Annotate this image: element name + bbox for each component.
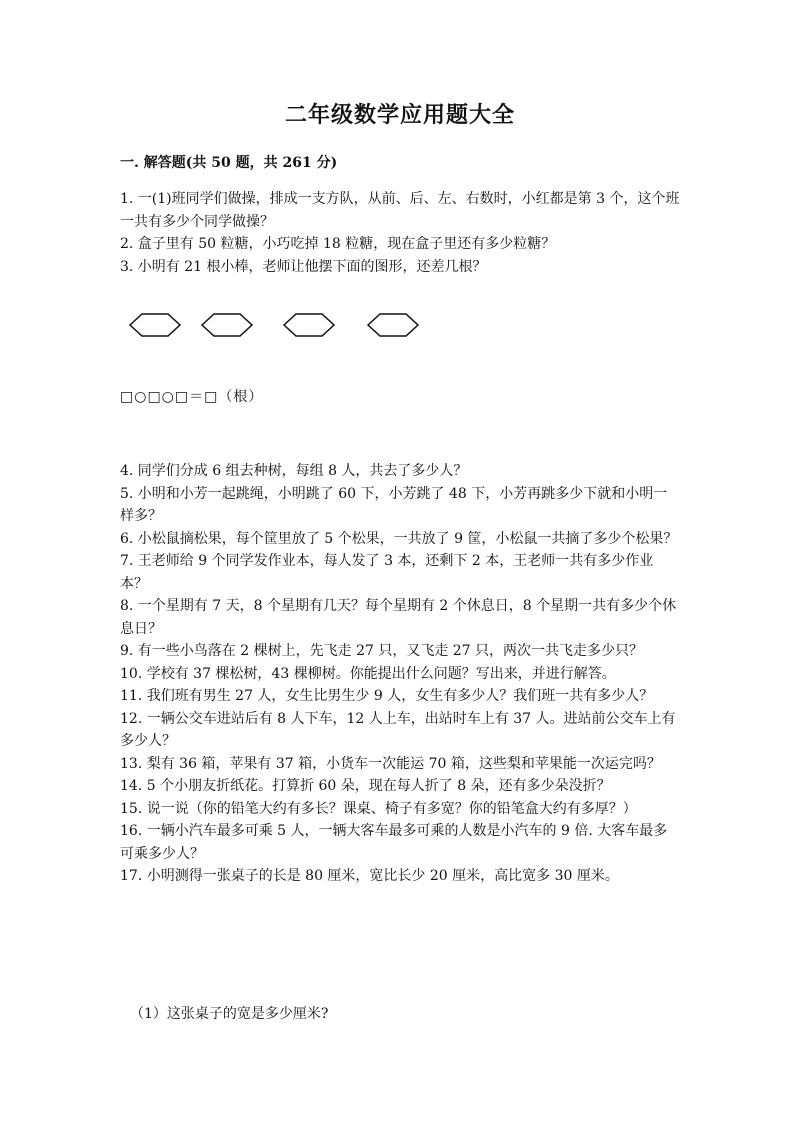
question-16: 16. 一辆小汽车最多可乘 5 人，一辆大客车最多可乘的人数是小汽车的 9 倍. 大客车最多可乘多少人？ — [120, 823, 668, 862]
question-3: 3. 小明有 21 根小棒，老师让他摆下面的图形，还差几根？ — [120, 258, 487, 275]
hexagon-outline-icon — [282, 310, 336, 340]
question-8: 8. 一个星期有 7 天，8 个星期有几天？每个星期有 2 个休息日，8 个星期一共有多少个休息日？ — [120, 598, 677, 637]
question-list-part2 — [120, 460, 680, 888]
question-9: 9. 有一些小鸟落在 2 棵树上，先飞走 27 只，又飞走 27 只，两次一共飞走多少只？ — [120, 643, 644, 659]
hexagon-outline-icon — [200, 310, 254, 340]
page-title: 二年级数学应用题大全 — [284, 102, 515, 128]
question-4: 4. 同学们分成 6 组去种树，每组 8 人，共去了多少人？ — [120, 463, 468, 479]
subquestion-1: （1）这张桌子的宽是多少厘米? — [130, 1006, 329, 1022]
question-10: 10. 学校有 37 棵松树，43 棵柳树。你能提出什么问题？写出来，并进行解答。 — [120, 665, 616, 682]
question-17: 17. 小明测得一张桌子的长是 80 厘米，宽比长少 20 厘米，高比宽多 30 厘米。 — [120, 868, 619, 884]
hexagon-outline-icon — [366, 310, 420, 340]
question-13: 13. 梨有 36 箱，苹果有 37 箱，小货车一次能运 70 箱，这些梨和苹果能一次运完吗？ — [120, 755, 661, 772]
equation-blanks: □○□○□＝□（根） — [120, 389, 264, 405]
question-11: 11. 我们班有男生 27 人，女生比男生少 9 人，女生有多少人？我们班一共有多少人？ — [120, 688, 654, 704]
question-1: 1. 一(1)班同学们做操，排成一支方队，从前、后、左、右数时，小红都是第 3 个，这个班一共有多少个同学做操？ — [120, 191, 680, 230]
question-15: 15. 说一说（你的铅笔大约有多长？课桌、椅子有多宽？你的铅笔盒大约有多厚？） — [120, 800, 637, 817]
hexagon-figure — [128, 310, 428, 342]
question-14: 14. 5 个小朋友折纸花。打算折 60 朵，现在每人折了 8 朵，还有多少朵没折？ — [120, 778, 611, 794]
hexagon-outline-icon — [128, 310, 182, 340]
question-12: 12. 一辆公交车进站后有 8 人下车，12 人上车，出站时车上有 37 人。进站前公交车上有多少人？ — [120, 710, 676, 749]
question-2: 2. 盒子里有 50 粒糖，小巧吃掉 18 粒糖，现在盒子里还有多少粒糖？ — [120, 236, 556, 252]
question-7: 7. 王老师给 9 个同学发作业本，每人发了 3 本，还剩下 2 本，王老师一共有多少作业本？ — [120, 553, 654, 592]
question-list-part1 — [120, 188, 680, 278]
section-heading: 一. 解答题(共 50 题，共 261 分) — [120, 155, 338, 171]
question-6: 6. 小松鼠摘松果，每个筐里放了 5 个松果，一共放了 9 筐，小松鼠一共摘了多少个松果？ — [120, 530, 678, 547]
question-5: 5. 小明和小芳一起跳绳，小明跳了 60 下，小芳跳了 48 下，小芳再跳多少下就和小明一样多？ — [120, 485, 668, 524]
